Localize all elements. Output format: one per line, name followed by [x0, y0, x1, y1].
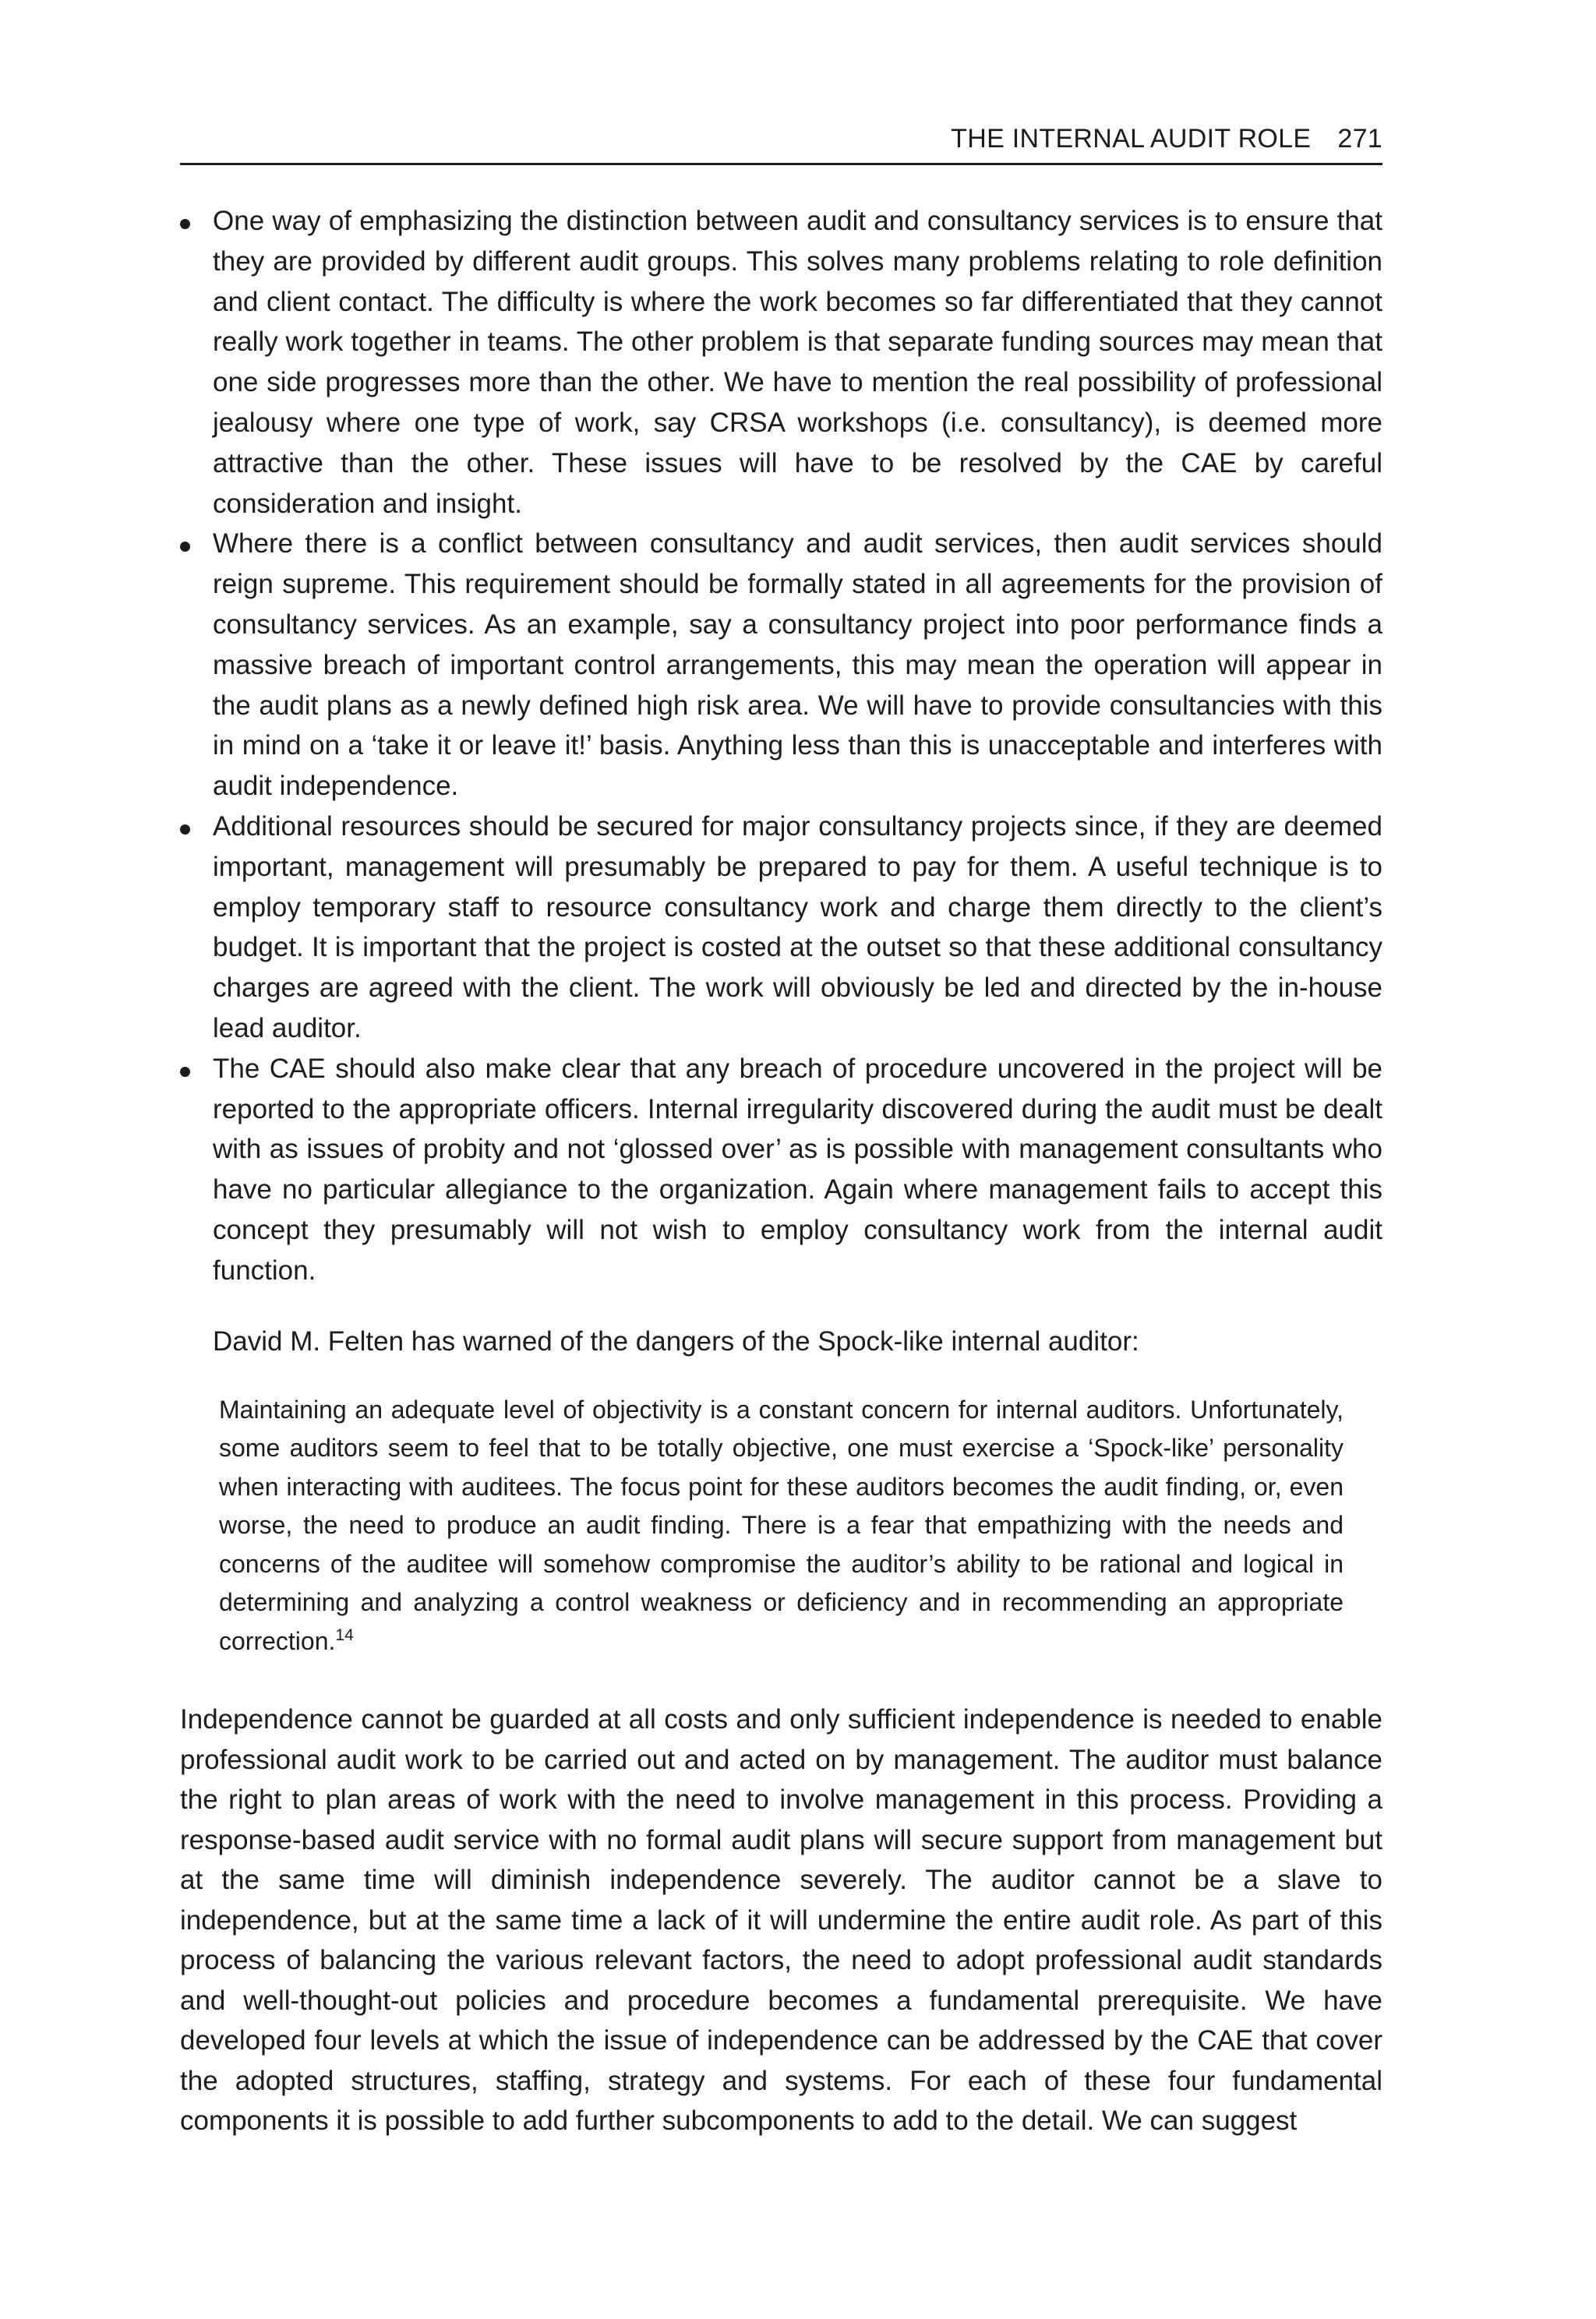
bullet-text: Where there is a conflict between consultancy and audit services, then audit services should reign supreme. This requirement should be formally stated in all agreements for the provision of consultancy services. As an example, say a consultancy project into poor performance finds a massive breach of important control arrangements, this may mean the operation will appear in the audit plans as a newly defined high risk area. We will have to provide consultancies with this in mind on a ‘take it or leave it!’ basis. Anything less than this is unacceptable and interferes with audit independence.: [213, 528, 1382, 802]
header-text: [951, 122, 1382, 156]
bullet-list: [180, 201, 1382, 1291]
bullet-text: The CAE should also make clear that any breach of procedure uncovered in the project will be reported to the appropriate officers. Internal irregularity discovered during the audit must be dealt with as issues of probity and not ‘glossed over’ as is possible with management consultants who have no particular allegiance to the organization. Again where management fails to accept this concept they presumably will not wish to employ consultancy work from the internal audit function.: [213, 1053, 1382, 1286]
bullet-dot-icon: [180, 1067, 190, 1077]
running-header: [180, 117, 1382, 165]
body-paragraph: Independence cannot be guarded at all costs and only sufficient independence is needed to enable professional audit work to be carried out and acted on by management. The auditor must balance the right to plan areas of work with the need to involve management in this process. Providing a response-based audit service with no formal audit plans will secure support from management but at the same time will diminish independence severely. The auditor cannot be a slave to independence, but at the same time a lack of it will undermine the entire audit role. As part of this process of balancing the various relevant factors, the need to adopt professional audit standards and well-thought-out policies and procedure becomes a fundamental prerequisite. We have developed four levels at which the issue of independence can be addressed by the CAE that cover the adopted structures, staffing, strategy and systems. For each of these four fundamental components it is possible to add further subcomponents to add to the detail. We can suggest: [180, 1704, 1382, 2137]
bullet-item: [180, 1049, 1382, 1291]
quote-text: Maintaining an adequate level of objectivity is a constant concern for internal auditors. Unfortunately, some auditors seem to feel that to be totally objective, one must exercise a ‘Spock-like’ personality when interacting with auditees. The focus point for these auditors becomes the audit finding, or, even worse, the need to produce an audit finding. There is a fear that empathizing with the needs and concerns of the auditee will somehow compromise the auditor’s ability to be rational and logical in determining and analyzing a control weakness or deficiency and in recommending an appropriate correction.: [219, 1395, 1344, 1655]
running-title: THE INTERNAL AUDIT ROLE: [951, 124, 1312, 154]
bullet-text: One way of emphasizing the distinction between audit and consultancy services is to ensure that they are provided by different audit groups. This solves many problems relating to role definition and client contact. The difficulty is where the work becomes so far differentiated that they cannot really work together in teams. The other problem is that separate funding sources may mean that one side progresses more than the other. We have to mention the real possibility of professional jealousy where one type of work, say CRSA workshops (i.e. consultancy), is deemed more attractive than the other. These issues will have to be resolved by the CAE by careful consideration and insight.: [213, 206, 1382, 519]
bullet-text: Additional resources should be secured for major consultancy projects since, if they are deemed important, management will presumably be prepared to pay for them. A useful technique is to employ temporary staff to resource consultancy work and charge them directly to the client’s budget. It is important that the project is costed at the outset so that these additional consultancy charges are agreed with the client. The work will obviously be led and directed by the in-house lead auditor.: [213, 810, 1382, 1043]
bullet-item: [180, 524, 1382, 807]
footnote-marker: 14: [335, 1625, 354, 1644]
bullet-dot-icon: [180, 219, 190, 229]
bullet-item: [180, 807, 1382, 1049]
bullet-dot-icon: [180, 542, 190, 552]
quote-intro: David M. Felten has warned of the dangers of the Spock-like internal auditor:: [213, 1325, 1139, 1357]
bullet-item: [180, 201, 1382, 524]
page-body: [180, 201, 1382, 2141]
bullet-dot-icon: [180, 824, 190, 835]
block-quote: [219, 1391, 1344, 1661]
page-number: 271: [1337, 124, 1382, 154]
